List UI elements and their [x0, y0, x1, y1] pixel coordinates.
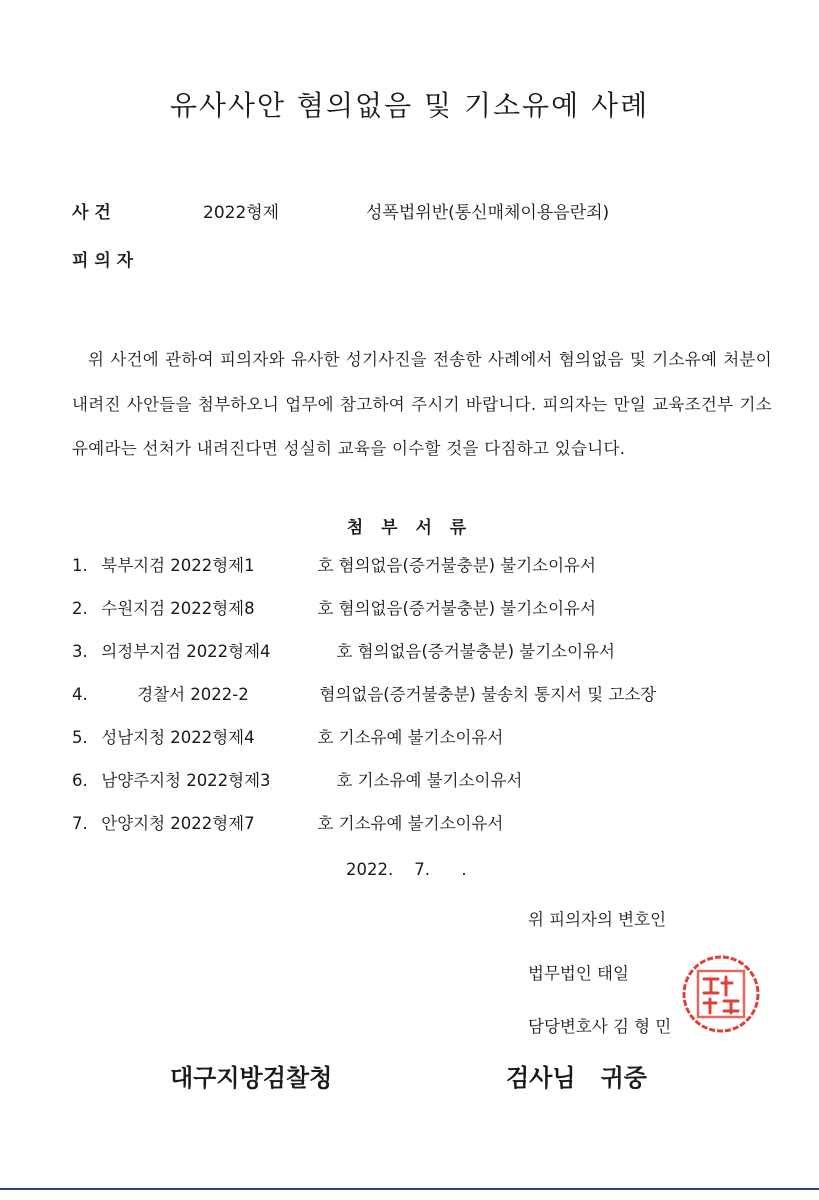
attachments-list [72, 552, 656, 853]
list-item [72, 638, 656, 681]
recipient-addressee: 검사님 귀중 [506, 1064, 647, 1092]
list-item [72, 810, 656, 853]
case-name: 성폭법위반(통신매체이용음란죄) [366, 203, 610, 223]
list-item [72, 552, 656, 595]
item-number: 7. [72, 814, 88, 833]
item-document: 혐의없음(증거불충분) 불송치 통지서 및 고소장 [319, 685, 657, 704]
list-item [72, 681, 656, 724]
case-number: 2022형제 [203, 203, 280, 223]
item-number: 2. [72, 599, 88, 618]
document-title: 유사사안 혐의없음 및 기소유예 사례 [169, 89, 650, 122]
item-number: 1. [72, 556, 88, 575]
signature-line-1: 위 피의자의 변호인 [528, 910, 667, 929]
list-item [72, 724, 656, 767]
item-document: 호 혐의없음(증거불충분) 불기소이유서 [317, 599, 596, 618]
suspect-label: 피 의 자 [72, 251, 134, 271]
item-number: 6. [72, 771, 88, 790]
item-document: 호 기소유예 불기소이유서 [317, 728, 504, 747]
item-number: 4. [72, 685, 88, 704]
case-label: 사 건 [72, 203, 111, 223]
item-office: 안양지청 2022형제7 [101, 814, 255, 833]
bottom-divider [0, 1188, 819, 1190]
item-document: 호 혐의없음(증거불충분) 불기소이유서 [317, 556, 596, 575]
item-number: 3. [72, 642, 88, 661]
item-office: 수원지검 2022형제8 [101, 599, 255, 618]
signature-line-2: 법무법인 태일 [528, 964, 629, 983]
attachments-heading: 첨 부 서 류 [346, 518, 473, 538]
list-item [72, 595, 656, 638]
body-paragraph: 위 사건에 관하여 피의자와 유사한 성기사진을 전송한 사례에서 혐의없음 및 기소유예 처분이 내려진 사안들을 첨부하오니 업무에 참고하여 주시기 바랍니다. 피의자는 만일 교육조건부 기소유예라는 선처가 내려진다면 성실히 교육을 이수할 것을 다짐하고 있습니다. [72, 350, 772, 458]
document-date: 2022. 7. . [346, 860, 467, 879]
item-office: 의정부지검 2022형제4 [101, 642, 271, 661]
item-office: 경찰서 2022-2 [137, 685, 249, 704]
seal-stamp-icon [680, 953, 762, 1035]
list-item [72, 767, 656, 810]
item-office: 북부지검 2022형제1 [101, 556, 255, 575]
item-document: 호 기소유예 불기소이유서 [317, 814, 504, 833]
item-office: 성남지청 2022형제4 [101, 728, 255, 747]
item-document: 호 기소유예 불기소이유서 [336, 771, 523, 790]
signature-line-3: 담당변호사 김 형 민 [528, 1017, 672, 1036]
recipient-office: 대구지방검찰청 [170, 1064, 333, 1092]
item-document: 호 혐의없음(증거불충분) 불기소이유서 [336, 642, 615, 661]
item-number: 5. [72, 728, 88, 747]
item-office: 남양주지청 2022형제3 [101, 771, 271, 790]
